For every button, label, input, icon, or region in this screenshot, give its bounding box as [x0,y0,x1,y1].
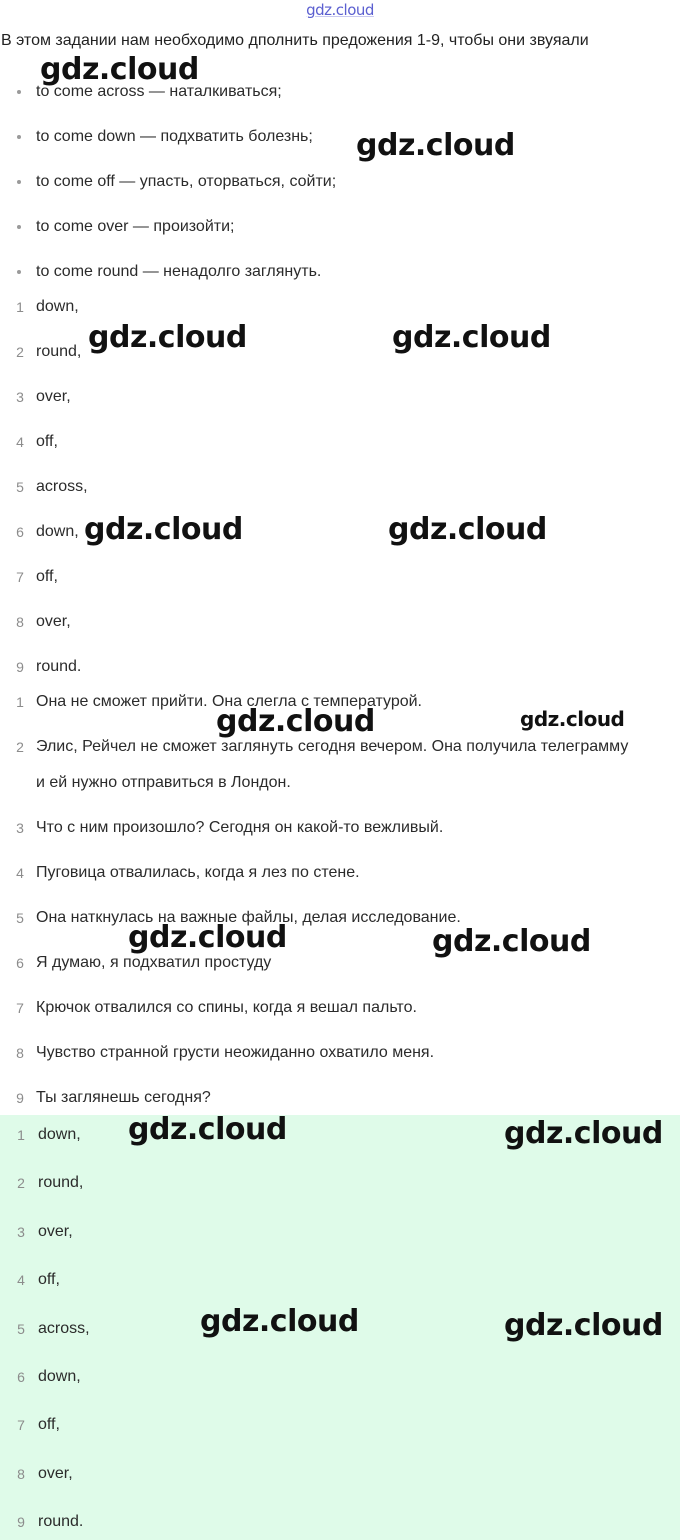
intro-text: В этом задании нам необходимо дполнить предожения 1-9, чтобы они звуяали [1,32,589,49]
watermark: gdz.cloud [520,707,625,731]
watermark: gdz.cloud [200,1304,359,1339]
bullet-dot [17,270,21,274]
definition-item: to come round — ненадолго заглянуть. [36,263,321,281]
watermark: gdz.cloud [356,128,515,163]
watermark: gdz.cloud [128,1112,287,1147]
definition-item: to come down — подхватить болезнь; [36,128,313,146]
bullet-dot [17,135,21,139]
definition-item: to come over — произойти; [36,218,234,236]
watermark: gdz.cloud [392,320,551,355]
site-logo[interactable]: gdz.cloud [306,1,374,19]
watermark: gdz.cloud [504,1308,663,1343]
definition-item: to come off — упасть, оторваться, сойти; [36,173,336,191]
watermark: gdz.cloud [88,320,247,355]
bullet-dot [17,225,21,229]
watermark: gdz.cloud [504,1116,663,1151]
bullet-dot [17,90,21,94]
watermark: gdz.cloud [40,52,199,87]
watermark: gdz.cloud [216,704,375,739]
watermark: gdz.cloud [432,924,591,959]
definition-item: to come across — наталкиваться; [36,83,282,101]
answer-panel: 1 down, 2 round, 3 over, 4 off, 5 across, 6 down, 7 off, 8 over, 9 round. [0,1115,680,1540]
bullet-dot [17,180,21,184]
watermark: gdz.cloud [388,512,547,547]
watermark: gdz.cloud [128,920,287,955]
watermark: gdz.cloud [84,512,243,547]
